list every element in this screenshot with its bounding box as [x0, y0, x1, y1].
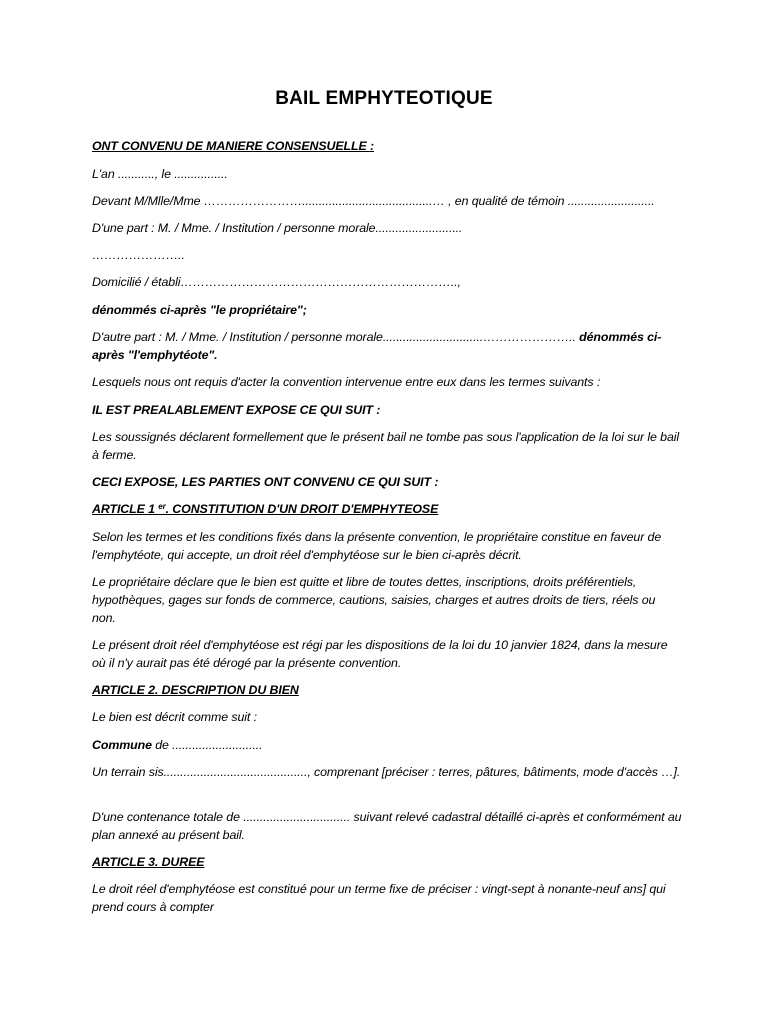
- contenance-paragraph: D'une contenance totale de ................................ suivant relevé cadastral détaillé ci-après et conformément au plan annexé au présent bail.: [92, 810, 682, 842]
- art1-paragraph-2: Le propriétaire déclare que le bien est quitte et libre de toutes dettes, inscriptions, droits préférentiels, hypothèques, gages sur fonds de commerce, cautions, saisies, charges et autres droits de tiers, réels ou non.: [92, 575, 656, 625]
- dots-line: …………………..: [92, 248, 185, 262]
- domicile-line: Domicilié / établi…………………………………………………………..,: [92, 275, 461, 289]
- part2-text: D'autre part : M. / Mme. / Institution / personne morale..............................…………………..: [92, 330, 580, 344]
- article2-heading: ARTICLE 2. DESCRIPTION DU BIEN: [92, 683, 299, 697]
- heading-expose: IL EST PREALABLEMENT EXPOSE CE QUI SUIT :: [92, 403, 381, 417]
- commune-label: Commune: [92, 738, 152, 752]
- article1-sup: er: [158, 502, 166, 511]
- art3-paragraph-1: Le droit réel d'emphytéose est constitué pour un terme fixe de préciser : vingt-sept à nonante-neuf ans] qui prend cours à compter: [92, 882, 666, 914]
- heading-convenu: ONT CONVENU DE MANIERE CONSENSUELLE :: [92, 139, 374, 153]
- heading-ceci: CECI EXPOSE, LES PARTIES ONT CONVENU CE QUI SUIT :: [92, 475, 439, 489]
- denomme-proprietaire: dénommés ci-après "le propriétaire";: [92, 303, 307, 317]
- lesquels-paragraph: Lesquels nous ont requis d'acter la convention intervenue entre eux dans les termes suivants :: [92, 375, 601, 389]
- commune-value: de ...........................: [151, 738, 263, 752]
- commune-line: [92, 736, 682, 754]
- art1-paragraph-1: Selon les termes et les conditions fixés dans la présente convention, le propriétaire constitue en faveur de l'emphytéote, qui accepte, un droit réel d'emphytéose sur le bien ci-après décrit.: [92, 530, 662, 562]
- part2-paragraph: [92, 328, 682, 364]
- terrain-paragraph: Un terrain sis..........................................., comprenant [préciser : terres, pâtures, bâtiments, mode d'accès …].: [92, 765, 681, 779]
- soussignes-paragraph: Les soussignés déclarent formellement que le présent bail ne tombe pas sous l'application de la loi sur le bail à ferme.: [92, 430, 680, 462]
- article1-prefix: ARTICLE 1: [92, 502, 159, 516]
- document-title: BAIL EMPHYTEOTIQUE: [275, 88, 493, 109]
- date-line: L'an ..........., le ................: [92, 167, 228, 181]
- part2-bold: dénommés ci-après "l'emphytéote".: [92, 330, 662, 362]
- article1-suffix: . CONSTITUTION D'UN DROIT D'EMPHYTEOSE: [165, 502, 439, 516]
- article1-heading: [92, 500, 682, 518]
- art1-paragraph-3: Le présent droit réel d'emphytéose est régi par les dispositions de la loi du 10 janvier 1824, dans la mesure où il n'y aurait pas été dérogé par la présente convention.: [92, 638, 668, 670]
- art2-paragraph-1: Le bien est décrit comme suit :: [92, 710, 257, 724]
- article3-heading: ARTICLE 3. DUREE: [92, 855, 205, 869]
- devant-line: Devant M/Mlle/Mme …………………….......................................… , en qualité de témoin ..........................: [92, 194, 655, 208]
- part1-line: D'une part : M. / Mme. / Institution / personne morale..........................: [92, 221, 463, 235]
